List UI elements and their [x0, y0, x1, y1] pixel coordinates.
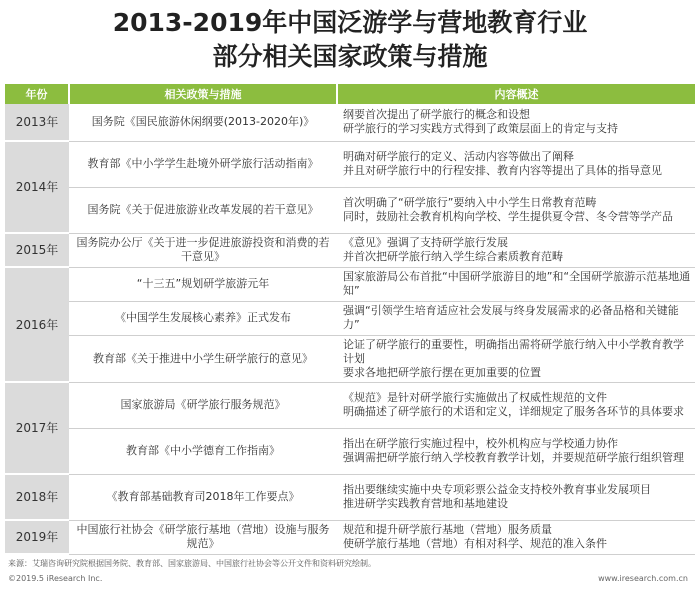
content-line: 《规范》是针对研学旅行实施做出了权威性规范的文件 [343, 391, 607, 404]
year-cell: 2015年 [5, 233, 69, 267]
table-row [5, 428, 695, 474]
content-line: 并且对研学旅行中的行程安排、教育内容等提出了具体的指导意见 [343, 164, 662, 177]
table-row [5, 187, 695, 233]
content-line: 指出要继续实施中央专项彩票公益金支持校外教育事业发展项目 [343, 483, 651, 496]
year-cell: 2018年 [5, 474, 69, 520]
policy-cell: 教育部《关于推进中小学生研学旅行的意见》 [69, 335, 337, 382]
content-line: 论证了研学旅行的重要性，明确指出需将研学旅行纳入中小学教育教学计划 [343, 337, 684, 365]
table-row [5, 267, 695, 301]
table-row [5, 301, 695, 335]
content-line: 指出在研学旅行实施过程中，校外机构应与学校通力协作 [343, 437, 618, 450]
content-line: 明确描述了研学旅行的术语和定义，详细规定了服务各环节的具体要求 [343, 405, 684, 418]
policy-cell: 《教育部基础教育司2018年工作要点》 [69, 474, 337, 520]
content-cell [337, 104, 695, 141]
policy-cell: 国务院《关于促进旅游业改革发展的若干意见》 [69, 187, 337, 233]
content-line: 首次明确了“研学旅行”要纳入中小学生日常教育范畴 [343, 196, 597, 209]
page-title [0, 6, 700, 74]
content-line: 国家旅游局公布首批“中国研学旅游目的地”和“全国研学旅游示范基地通知” [343, 270, 691, 297]
table-row [5, 474, 695, 520]
policy-cell: 国务院《国民旅游休闲纲要(2013-2020年)》 [69, 104, 337, 141]
content-cell [337, 187, 695, 233]
year-cell: 2014年 [5, 141, 69, 233]
content-line: 推进研学实践教育营地和基地建设 [343, 497, 508, 510]
table-row [5, 233, 695, 267]
content-line: 强调需把研学旅行纳入学校教育教学计划，并要规范研学旅行组织管理 [343, 451, 684, 464]
content-cell [337, 335, 695, 382]
content-cell [337, 474, 695, 520]
policy-cell: 中国旅行社协会《研学旅行基地（营地）设施与服务规范》 [69, 520, 337, 554]
policy-table [5, 84, 695, 555]
content-line: 规范和提升研学旅行基地（营地）服务质量 [343, 523, 552, 536]
table-row [5, 335, 695, 382]
policy-cell: 国家旅游局《研学旅行服务规范》 [69, 382, 337, 428]
header-content: 内容概述 [337, 84, 695, 104]
content-line: 《意见》强调了支持研学旅行发展 [343, 236, 508, 249]
table-row [5, 104, 695, 141]
year-cell: 2016年 [5, 267, 69, 382]
title-line-1: 2013-2019年中国泛游学与营地教育行业 [112, 8, 588, 37]
content-cell [337, 301, 695, 335]
policy-cell: 教育部《中小学德育工作指南》 [69, 428, 337, 474]
copyright: ©2019.5 iResearch Inc. [8, 574, 103, 583]
content-line: 纲要首次提出了研学旅行的概念和设想 [343, 108, 530, 122]
policy-cell: 教育部《中小学学生赴境外研学旅行活动指南》 [69, 141, 337, 187]
policy-cell: “十三五”规划研学旅游元年 [69, 267, 337, 301]
year-cell: 2013年 [5, 104, 69, 141]
content-line: 要求各地把研学旅行摆在更加重要的位置 [343, 365, 541, 379]
table-row [5, 382, 695, 428]
content-cell [337, 233, 695, 267]
table-row [5, 520, 695, 554]
title-line-2: 部分相关国家政策与措施 [212, 42, 488, 71]
content-line: 并首次把研学旅行纳入学生综合素质教育范畴 [343, 250, 563, 263]
header-year: 年份 [5, 84, 69, 104]
content-cell [337, 428, 695, 474]
content-cell [337, 382, 695, 428]
content-line: 同时，鼓励社会教育机构向学校、学生提供夏令营、冬令营等学产品 [343, 210, 673, 223]
content-cell [337, 141, 695, 187]
table-header-row [5, 84, 695, 104]
year-cell: 2019年 [5, 520, 69, 554]
content-line: 研学旅行的学习实践方式得到了政策层面上的肯定与支持 [343, 122, 618, 136]
year-cell: 2017年 [5, 382, 69, 474]
table-row [5, 141, 695, 187]
header-policy: 相关政策与措施 [69, 84, 337, 104]
content-line: 使研学旅行基地（营地）有相对科学、规范的准入条件 [343, 537, 607, 550]
content-cell [337, 267, 695, 301]
policy-cell: 《中国学生发展核心素养》正式发布 [69, 301, 337, 335]
content-line: 强调“引领学生培育适应社会发展与终身发展需求的必备品格和关键能力” [343, 304, 679, 331]
policy-cell: 国务院办公厅《关于进一步促进旅游投资和消费的若干意见》 [69, 233, 337, 267]
source-note: 来源：艾瑞咨询研究院根据国务院、教育部、国家旅游局、中国旅行社协会等公开文件和资料研究绘制。 [8, 559, 376, 568]
content-line: 明确对研学旅行的定义、活动内容等做出了阐释 [343, 150, 574, 163]
website-url: www.iresearch.com.cn [598, 574, 688, 583]
content-cell [337, 520, 695, 554]
